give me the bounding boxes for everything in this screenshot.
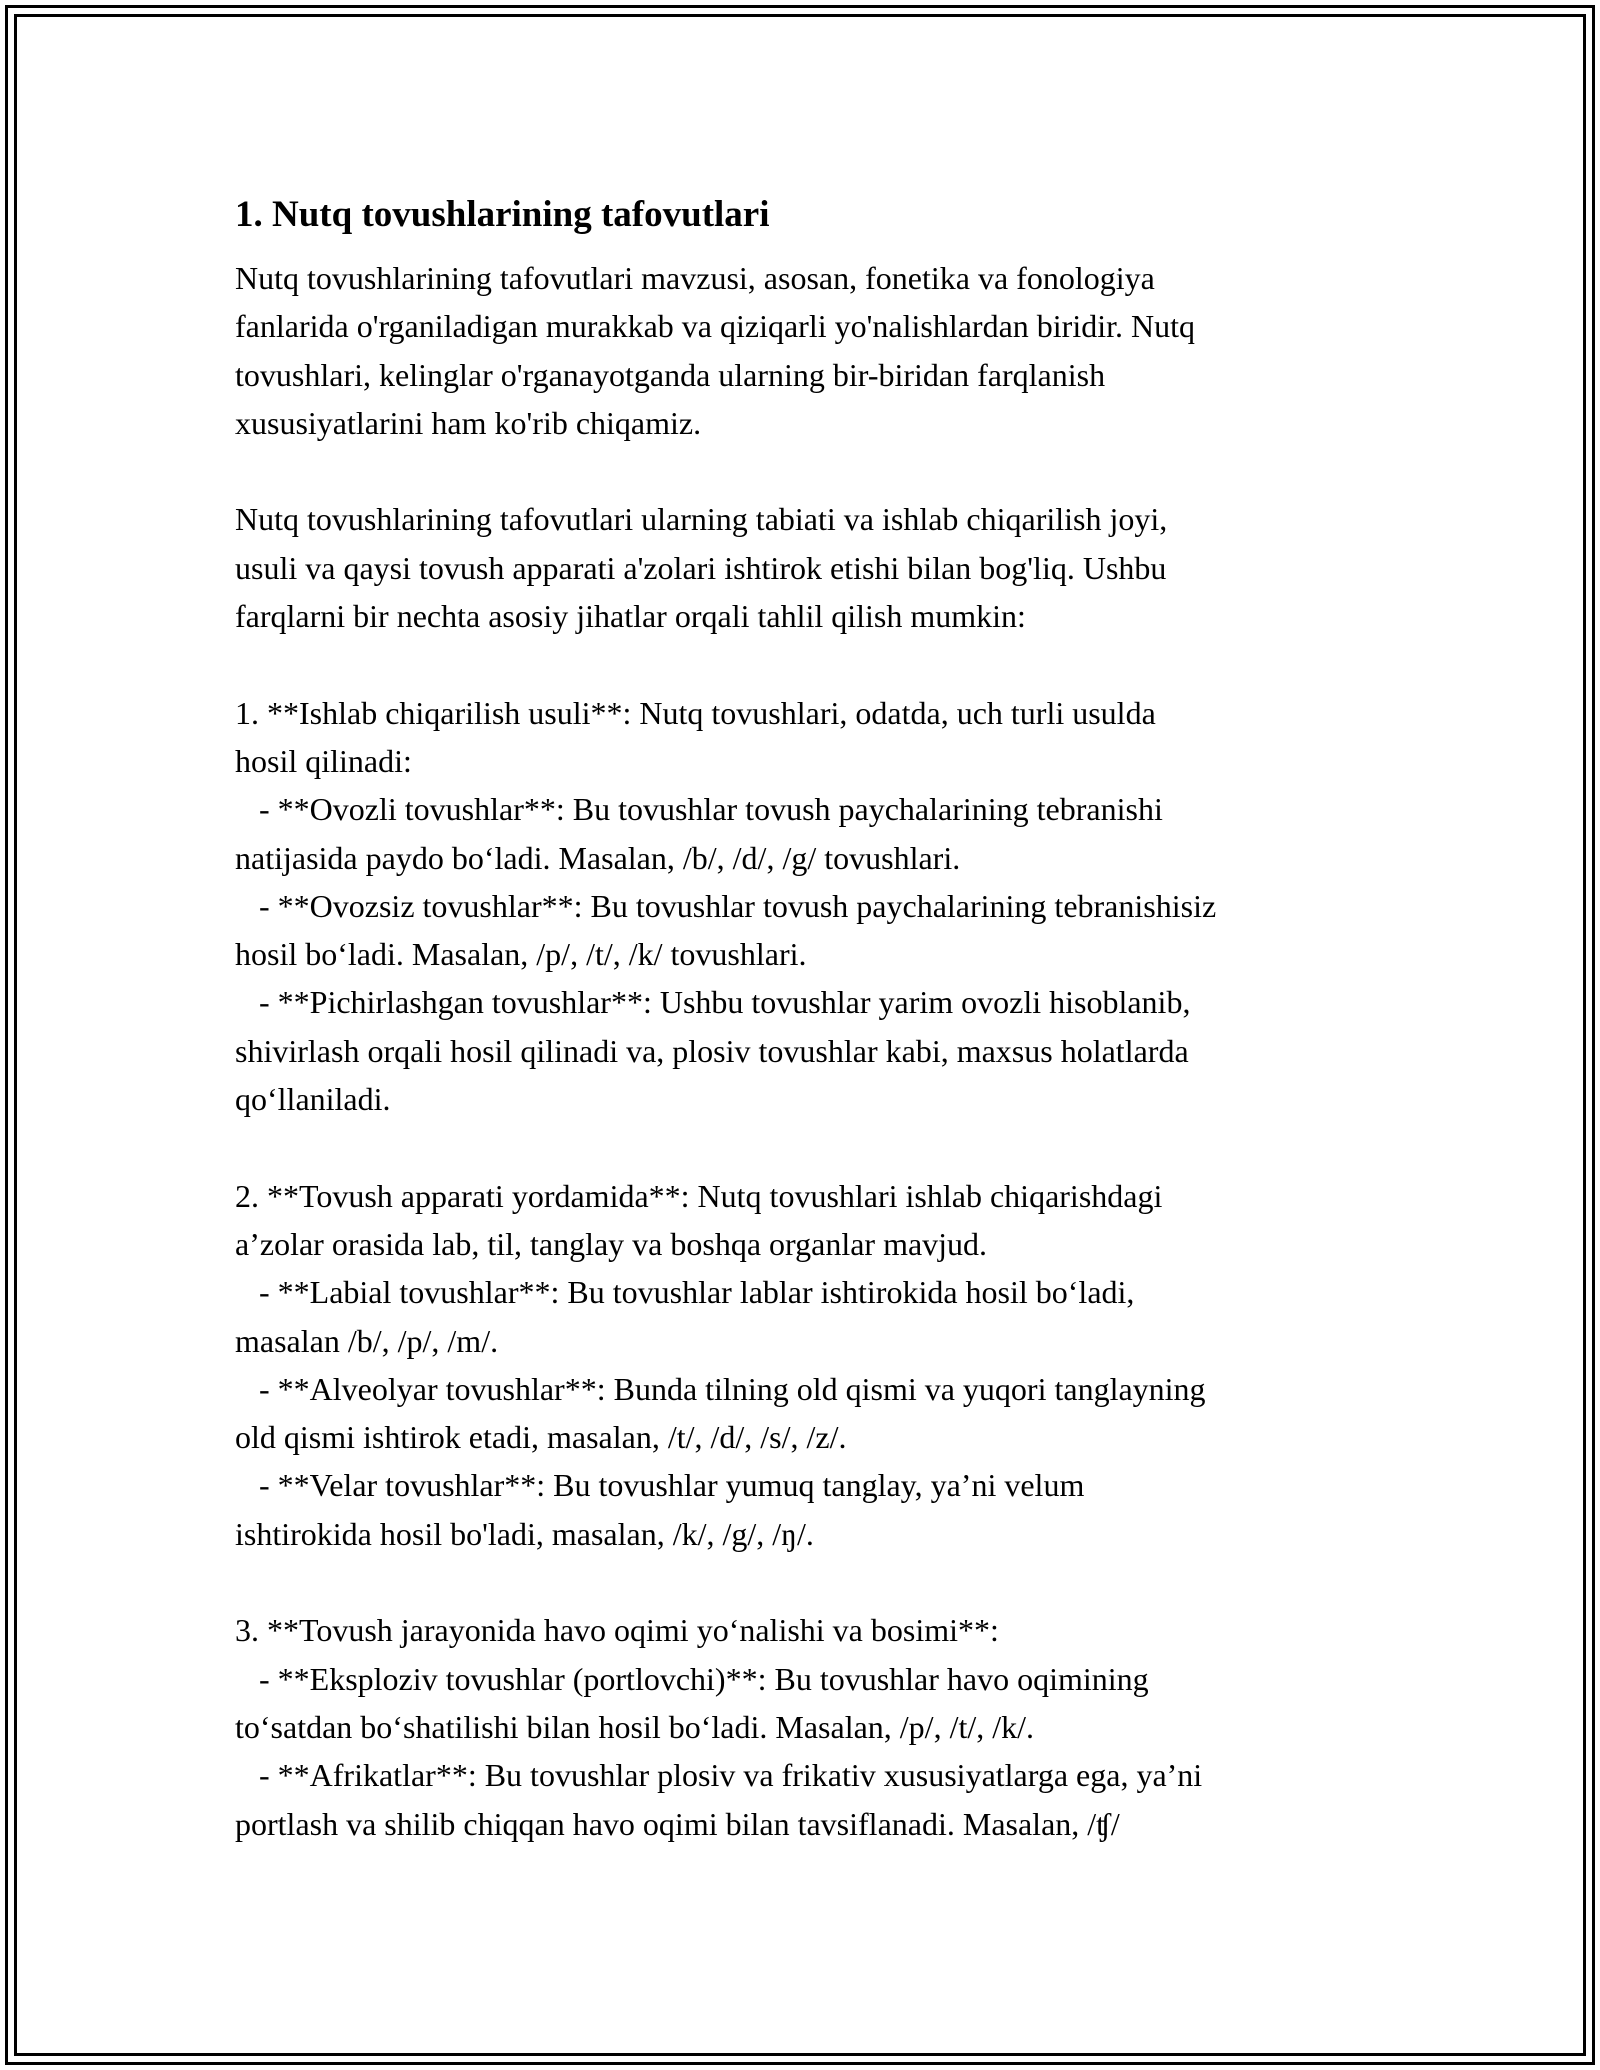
list-item-production-method: 1. **Ishlab chiqarilish usuli**: Nutq tovushlari, odatda, uch turli usulda hosil qilinadi: - **Ovozli tovushlar**: Bu tovushlar tovush paychalarining tebranishi natijasida paydo bo‘ladi. Masalan, /b/, /d/, /g/ tovushlari. - **Ovozsiz tovushlar**: Bu tovushlar tovush paychalarining tebranishisiz hosil bo‘ladi. Masalan, /p/, /t/, /k/ tovushlari. - **Pichirlashgan tovushlar**: Ushbu tovushlar yarim ovozli hisoblanib, shivirlash orqali hosil qilinadi va, plosiv tovushlar kabi, maxsus holatlarda qo‘llaniladi. xyxy=(235,694,1217,1118)
document-title: 1. Nutq tovushlarining tafovutlari xyxy=(235,194,770,235)
list-item-speech-apparatus: 2. **Tovush apparati yordamida**: Nutq tovushlari ishlab chiqarishdagi a’zolar orasida lab, til, tanglay va boshqa organlar mavjud. - **Labial tovushlar**: Bu tovushlar lablar ishtirokida hosil bo‘ladi, masalan /b/, /p/, /m/. - **Alveolyar tovushlar**: Bunda tilning old qismi va yuqori tanglayning old qismi ishtirok etadi, masalan, /t/, /d/, /s/, /z/. - **Velar tovushlar**: Bu tovushlar yumuq tanglay, ya’ni velum ishtirokida hosil bo'ladi, masalan, /k/, /g/, /ŋ/. xyxy=(235,1177,1206,1552)
paragraph-spacer xyxy=(235,447,1385,495)
paragraph-spacer xyxy=(235,1123,1385,1171)
document-body xyxy=(235,188,1385,1848)
paragraph-spacer xyxy=(235,640,1385,688)
paragraph-overview: Nutq tovushlarining tafovutlari ularning tabiati va ishlab chiqarilish joyi, usuli va qaysi tovush apparati a'zolari ishtirok etishi bilan bog'liq. Ushbu farqlarni bir nechta asosiy jihatlar orqali tahlil qilish mumkin: xyxy=(235,501,1168,635)
paragraph-intro: Nutq tovushlarining tafovutlari mavzusi, asosan, fonetika va fonologiya fanlarida o'rganiladigan murakkab va qiziqarli yo'nalishlardan biridir. Nutq tovushlari, kelinglar o'rganayotganda ularning bir-biridan farqlanish xususiyatlarini ham ko'rib chiqamiz. xyxy=(235,260,1195,441)
list-item-airflow: 3. **Tovush jarayonida havo oqimi yo‘nalishi va bosimi**: - **Eksploziv tovushlar (portlovchi)**: Bu tovushlar havo oqimining to‘satdan bo‘shatilishi bilan hosil bo‘ladi. Masalan, /p/, /t/, /k/. - **Afrikatlar**: Bu tovushlar plosiv va frikativ xususiyatlarga ega, ya’ni portlash va shilib chiqqan havo oqimi bilan tavsiflanadi. Masalan, /ʧ/ xyxy=(235,1612,1203,1842)
paragraph-spacer xyxy=(235,1558,1385,1606)
